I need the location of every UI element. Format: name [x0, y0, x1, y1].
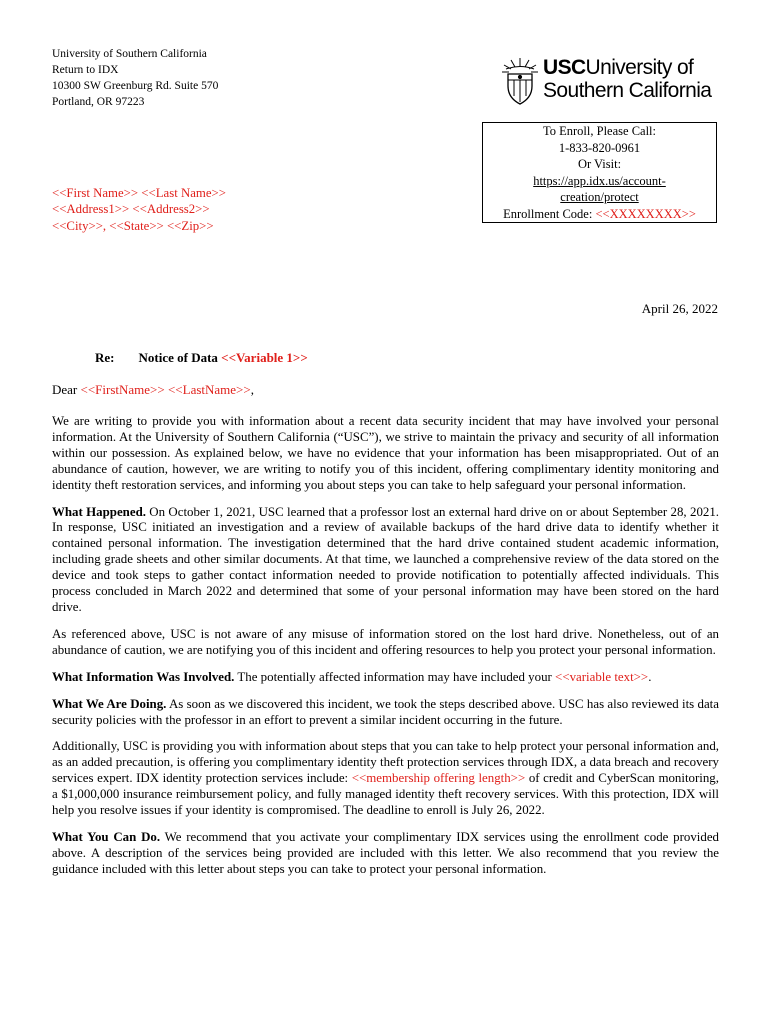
what-we-are-doing-text: As soon as we discovered this incident, we took the steps described above. USC has also reviewed its data security policies with the professor in an effort to prevent a similar incident occurring in the future.: [52, 696, 719, 727]
what-you-can-do-heading: What You Can Do.: [52, 829, 161, 844]
return-address-line: Portland, OR 97223: [52, 96, 145, 108]
re-subject: Notice of Data: [138, 350, 222, 365]
recipient-address: [52, 185, 226, 234]
recipient-name: <<First Name>> <<Last Name>>: [52, 186, 226, 200]
enrollment-box: [482, 122, 717, 223]
logo-abbr: USC: [543, 56, 586, 79]
enroll-url-link-cont[interactable]: creation/protect: [560, 190, 639, 204]
recipient-address-line: <<Address1>> <<Address2>>: [52, 202, 210, 217]
letter-body: [52, 414, 719, 889]
information-involved-variable: <<variable text>>: [555, 669, 649, 684]
salutation-names: <<FirstName>> <<LastName>>: [80, 382, 251, 397]
referenced-paragraph: As referenced above, USC is not aware of any misuse of information stored on the lost hard drive. Nonetheless, out of an abundance of caution, we are notifying you of this incident and offering resources to help you protect your personal information.: [52, 626, 719, 657]
return-address: [52, 46, 218, 110]
re-label: Re:: [95, 350, 115, 365]
what-happened-heading: What Happened.: [52, 504, 146, 519]
additionally-end: of credit and CyberScan monitoring, a $1,000,000 insurance reimbursement policy, and fully managed identity theft recovery services. With this protection, IDX will help you resolve issues if your identity is compromised. The deadline to enroll is July 26, 2022.: [52, 771, 719, 818]
return-address-line: University of Southern California: [52, 48, 207, 60]
logo-name-part2: Southern California: [543, 79, 712, 102]
additionally-text: Additionally, USC is providing you with information about steps that you can take to help protect your personal information and, as an added precaution, is offering you complimentary identity theft protection services through IDX, a data breach and recovery services expert. IDX identity protection services include:: [52, 739, 719, 786]
intro-paragraph: We are writing to provide you with information about a recent data security incident that may have involved your personal information. At the University of Southern California (“USC”), we strive to maintain the privacy and security of all information within our possession. As explained below, we have no evidence that your information has been misappropriated. Out of an abundance of caution, however, we are writing to notify you of this incident, offering complimentary identity monitoring and identity theft restoration services, and informing you about steps you can take to help safeguard your personal information.: [52, 414, 719, 492]
subject-line: [95, 350, 308, 366]
what-you-can-do-text: We recommend that you activate your complimentary IDX services using the enrollment code provided above. A description of the services being provided are included with this letter. We also recommend that you review the guidance included with this letter about steps you can take to protect your personal information.: [52, 829, 719, 876]
salutation: [52, 382, 254, 398]
enroll-heading: To Enroll, Please Call:: [543, 124, 656, 138]
what-you-can-do-paragraph: [52, 830, 719, 878]
enroll-url-link[interactable]: https://app.idx.us/account-: [533, 173, 666, 188]
usc-seal-icon: [501, 56, 539, 106]
enroll-or-visit: Or Visit:: [577, 157, 622, 171]
information-involved-text: The potentially affected information may have included your: [234, 669, 556, 684]
salutation-comma: ,: [250, 382, 254, 397]
return-address-line: 10300 SW Greenburg Rd. Suite 570: [52, 80, 219, 92]
return-address-line: Return to IDX: [52, 64, 119, 76]
usc-logo: [501, 56, 716, 106]
what-we-are-doing-paragraph: [52, 697, 719, 729]
what-happened-paragraph: [52, 505, 719, 616]
additionally-paragraph: [52, 739, 719, 819]
membership-offering-variable: <<membership offering length>>: [351, 771, 526, 786]
recipient-city-state-zip: <<City>>, <<State>> <<Zip>>: [52, 218, 214, 233]
re-variable: <<Variable 1>>: [221, 350, 308, 365]
information-involved-paragraph: [52, 670, 719, 686]
what-we-are-doing-heading: What We Are Doing.: [52, 696, 167, 711]
salutation-dear: Dear: [52, 382, 81, 397]
enrollment-code-label: Enrollment Code:: [503, 206, 596, 221]
information-involved-heading: What Information Was Involved.: [52, 669, 235, 684]
information-involved-end: .: [648, 669, 652, 684]
letter-date: April 26, 2022: [641, 301, 718, 316]
logo-name-part1: University of: [585, 56, 694, 79]
enrollment-code-value: <<XXXXXXXX>>: [595, 206, 696, 221]
enroll-phone: 1-833-820-0961: [558, 140, 641, 155]
logo-wordmark: [543, 56, 711, 102]
enrollment-code-line: [483, 206, 716, 223]
what-happened-text: On October 1, 2021, USC learned that a professor lost an external hard drive on or about September 28, 2021. In response, USC initiated an investigation and a review of available backups of the hard drive data to identify whether it contained personal information. The investigation determined that the hard drive contained student academic information, including grade sheets and other similar documents. At that time, we launched a comprehensive review of the data stored on the device and took steps to gather contact information needed to provide notification to potentially affected individuals. This process concluded in March 2022 and determined that some of your personal information may have been stored on the hard drive.: [52, 504, 720, 614]
